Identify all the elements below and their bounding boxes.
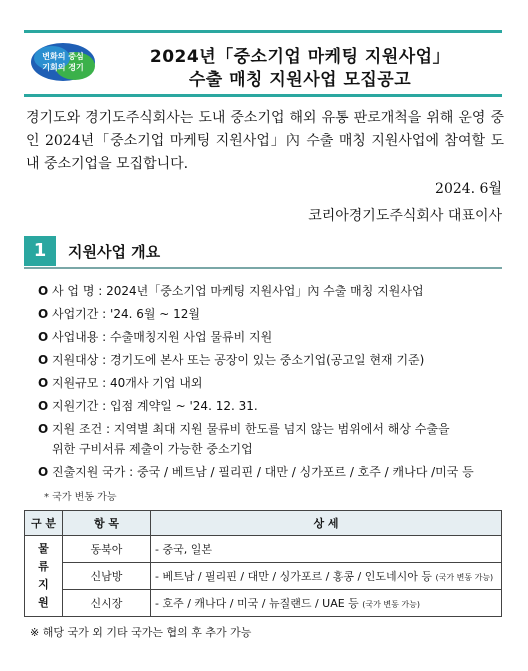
- bullet-mark: O: [38, 399, 49, 413]
- bullet-mark: O: [38, 376, 49, 390]
- top-rule: [24, 30, 502, 33]
- bullet-mark: O: [38, 284, 49, 298]
- footnote: ※ 해당 국가 외 기타 국가는 협의 후 추가 가능: [30, 626, 252, 639]
- logo-line2: 기회의 경기: [42, 63, 84, 72]
- bullet-text: 지원 조건 : 지역별 최대 지원 물류비 한도를 넘지 않는 범위에서 해상 수출을: [52, 422, 450, 436]
- signature: 코리아경기도주식회사 대표이사: [308, 208, 502, 224]
- title-line1: 2024년「중소기업 마케팅 지원사업」: [149, 47, 451, 67]
- table-cell-detail: [151, 563, 502, 590]
- title-line2: 수출 매칭 지원사업 모집공고: [188, 70, 412, 90]
- bullet-text: 사업기간 : '24. 6월 ~ 12월: [52, 307, 201, 321]
- table-header: 항 목: [63, 511, 151, 536]
- bullet-text: 사업내용 : 수출매칭지원 사업 물류비 지원: [52, 330, 273, 344]
- table-header-row: [25, 511, 502, 536]
- table-header: 상 세: [151, 511, 502, 536]
- bullet-item: [38, 304, 500, 324]
- bullet-text: 진출지원 국가 : 중국 / 베트남 / 필리핀 / 대만 / 싱가포르 / 호주 / 캐나다 /미국 등: [52, 465, 474, 479]
- bullet-mark: O: [38, 422, 49, 436]
- bullet-text: 지원대상 : 경기도에 본사 또는 공장이 있는 중소기업(공고일 현재 기준): [52, 353, 425, 367]
- table-group-label: 물 류 지 원: [25, 536, 63, 617]
- bullet-item: [38, 396, 500, 416]
- notice-date: 2024. 6월: [435, 181, 502, 197]
- title-bottom-rule: [24, 94, 502, 97]
- bullet-item: [38, 350, 500, 370]
- section-rule: [24, 267, 502, 269]
- bullet-mark: O: [38, 353, 49, 367]
- detail-note: (국가 변동 가능): [435, 573, 494, 582]
- table-row: [25, 563, 502, 590]
- bullet-item: [38, 462, 500, 482]
- bullet-item: [38, 419, 500, 459]
- section-title: 지원사업 개요: [68, 243, 161, 261]
- bullet-note: * 국가 변동 가능: [44, 492, 117, 503]
- bullet-item: [38, 281, 500, 301]
- table-cell-item: 신시장: [63, 590, 151, 617]
- bullet-text: 지원규모 : 40개사 기업 내외: [52, 376, 203, 390]
- logo-line1: 변화의 중심: [42, 52, 84, 61]
- table-header: 구 분: [25, 511, 63, 536]
- bullet-mark: O: [38, 465, 49, 479]
- bullet-continuation: 위한 구비서류 제출이 가능한 중소기업: [52, 442, 253, 456]
- detail-text: - 중국, 일본: [155, 543, 212, 556]
- section-number: 1: [24, 236, 56, 266]
- bullet-item: [38, 327, 500, 347]
- table-cell-detail: [151, 590, 502, 617]
- bullet-item: [38, 373, 500, 393]
- detail-text: - 호주 / 캐나다 / 미국 / 뉴질랜드 / UAE 등: [155, 597, 359, 610]
- bullet-text: 사 업 명 : 2024년「중소기업 마케팅 지원사업」內 수출 매칭 지원사업: [52, 284, 424, 298]
- table-cell-detail: [151, 536, 502, 563]
- bullet-text: 지원기간 : 입점 계약일 ~ '24. 12. 31.: [52, 399, 258, 413]
- table-cell-item: 동북아: [63, 536, 151, 563]
- intro-paragraph: 경기도와 경기도주식회사는 도내 중소기업 해외 유통 판로개척을 위해 운영 중인 2024년「중소기업 마케팅 지원사업」內 수출 매칭 지원사업에 참여할 도내 중소기업을 모집합니다.: [26, 110, 504, 172]
- detail-text: - 베트남 / 필리핀 / 대만 / 싱가포르 / 홍콩 / 인도네시아 등: [155, 570, 432, 583]
- table-row: [25, 590, 502, 617]
- table-row: [25, 536, 502, 563]
- bullet-mark: O: [38, 330, 49, 344]
- bullet-mark: O: [38, 307, 49, 321]
- table-cell-item: 신남방: [63, 563, 151, 590]
- gyeonggi-logo: [30, 42, 96, 82]
- detail-note: (국가 변동 가능): [362, 600, 420, 609]
- support-table: [24, 510, 502, 617]
